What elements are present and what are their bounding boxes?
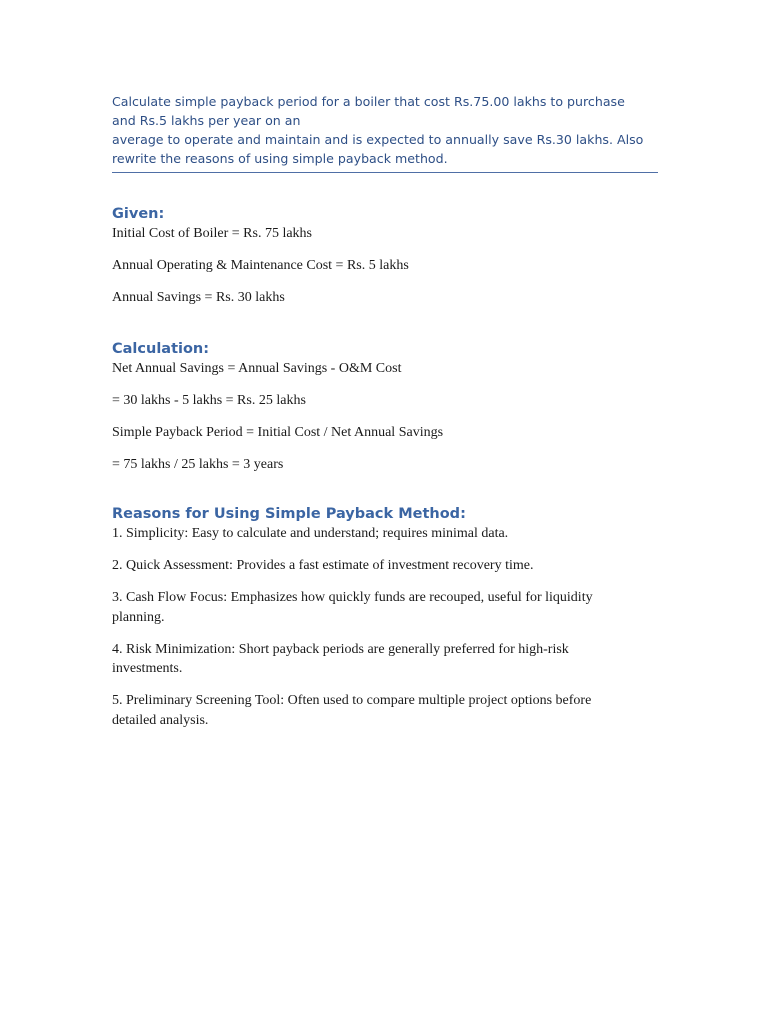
calc-payback-formula: Simple Payback Period = Initial Cost / Net Annual Savings: [112, 424, 444, 440]
reason-text-continued: planning.: [112, 609, 165, 625]
document-page: [112, 92, 658, 730]
given-heading: Given:: [112, 206, 165, 222]
reason-text-continued: detailed analysis.: [112, 712, 209, 728]
calc-payback-result: = 75 lakhs / 25 lakhs = 3 years: [112, 456, 284, 472]
question-block: [112, 92, 658, 173]
calculation-heading: Calculation:: [112, 340, 210, 357]
reason-item-quick-assessment: [112, 556, 658, 576]
reason-item-simplicity: [112, 524, 658, 544]
question-line: rewrite the reasons of using simple payback method.: [112, 151, 448, 166]
given-annual-savings: Annual Savings = Rs. 30 lakhs: [112, 290, 285, 305]
calc-net-savings-result: = 30 lakhs - 5 lakhs = Rs. 25 lakhs: [112, 392, 306, 408]
reason-item-screening-tool: [112, 691, 658, 730]
reason-item-cash-flow: [112, 588, 658, 627]
question-line: and Rs.5 lakhs per year on an: [112, 113, 301, 128]
reason-text: 5. Preliminary Screening Tool: Often used to compare multiple project options before: [112, 693, 592, 708]
given-om-cost: Annual Operating & Maintenance Cost = Rs. 5 lakhs: [112, 258, 409, 273]
given-initial-cost: Initial Cost of Boiler = Rs. 75 lakhs: [112, 226, 312, 241]
question-line: average to operate and maintain and is expected to annually save Rs.30 lakhs. Also: [112, 132, 644, 147]
reasons-heading: Reasons for Using Simple Payback Method:: [112, 506, 466, 522]
reason-item-risk-minimization: [112, 640, 658, 679]
reason-text: 4. Risk Minimization: Short payback periods are generally preferred for high-risk: [112, 641, 569, 657]
calc-net-savings-formula: Net Annual Savings = Annual Savings - O&M Cost: [112, 360, 402, 376]
reason-text-continued: investments.: [112, 661, 183, 676]
reason-text: 2. Quick Assessment: Provides a fast estimate of investment recovery time.: [112, 558, 534, 573]
reason-text: 1. Simplicity: Easy to calculate and understand; requires minimal data.: [112, 526, 509, 541]
reason-text: 3. Cash Flow Focus: Emphasizes how quickly funds are recouped, useful for liquidity: [112, 590, 593, 605]
question-line: Calculate simple payback period for a boiler that cost Rs.75.00 lakhs to purchase: [112, 94, 625, 109]
